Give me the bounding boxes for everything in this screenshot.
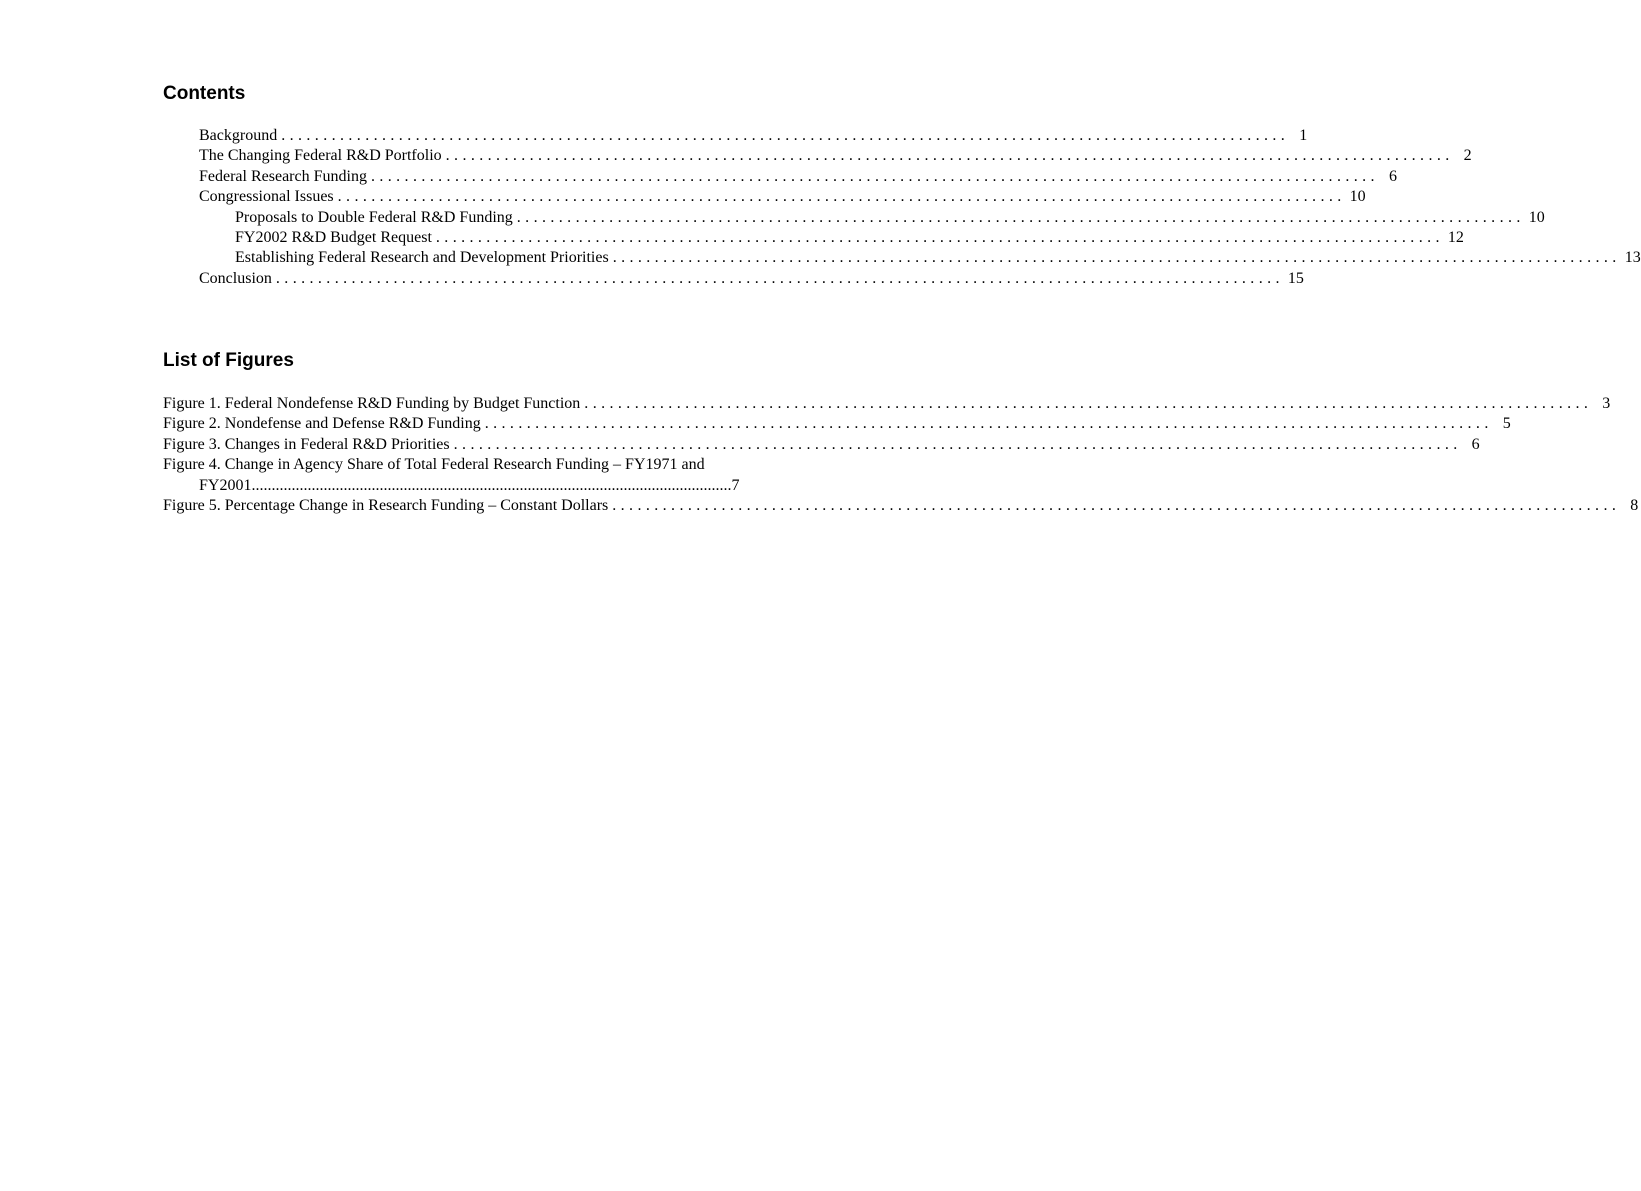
figure-entry-page: 6 [1471,435,1480,453]
dot-leader: ........................................................................................................................ [584,395,1593,412]
toc-subentry[interactable] [163,208,1545,228]
toc-entry[interactable] [163,126,1308,146]
toc-entry[interactable] [163,187,1366,207]
toc-entry-page: 10 [1528,208,1545,226]
toc-entry-title: Proposals to Double Federal R&D Funding [235,208,513,226]
toc-subentry[interactable] [163,248,1641,268]
toc-entry-title: FY2002 R&D Budget Request [235,228,432,246]
figure-entry-title: Figure 5. Percentage Change in Research Funding – Constant Dollars [163,496,609,514]
toc-entry-page: 2 [1463,147,1472,165]
dot-leader: ........................................................................................................................ [612,249,1621,267]
figure-entry-title: Figure 4. Change in Agency Share of Total Federal Research Funding – FY1971 and [163,456,705,474]
dot-leader: ........................................................................................................................ [516,208,1525,226]
toc-subentry[interactable] [163,228,1464,248]
toc-entry[interactable] [163,167,1397,187]
dot-leader: ........................................................................................................................ [453,435,1462,453]
dot-leader: ........................................................................................................................ [370,167,1379,185]
figure-entry-page: 3 [1602,395,1611,412]
dot-leader: ........................................................................................................................ [484,415,1493,433]
toc-entry-page: 10 [1349,188,1366,206]
figure-entry-page: 7 [731,476,740,494]
figure-entry[interactable] [163,435,1480,455]
toc-entry-title: Conclusion [199,269,272,287]
figure-entry[interactable] [163,455,759,496]
figure-entry-title: Figure 1. Federal Nondefense R&D Funding by Budget Function [163,395,581,412]
figure-entry-title: Figure 2. Nondefense and Defense R&D Funding [163,415,481,433]
toc-entry-title: Background [199,127,278,144]
toc-entry[interactable] [163,269,1304,289]
figure-entry-page: 8 [1630,496,1639,514]
dot-leader: ........................................................................................................................ [445,147,1454,165]
list-of-figures [163,394,1639,516]
figure-entry[interactable] [163,394,1611,414]
dot-leader: ........................................................................................................................ [612,496,1621,514]
figure-entry-page: 5 [1502,415,1511,433]
toc-entry-title: Congressional Issues [199,188,334,206]
dot-leader: ........................................................................................................................ [281,127,1290,144]
toc-entry-title: Establishing Federal Research and Development Priorities [235,249,609,267]
toc-entry-title: The Changing Federal R&D Portfolio [199,147,442,165]
toc-entry-page: 12 [1447,228,1464,246]
dot-leader: ........................................................................................................................ [435,228,1444,246]
toc-entry-page: 6 [1388,167,1397,185]
dot-leader: ........................................................................................................................ [251,476,732,494]
toc-entry-page: 15 [1287,269,1304,287]
figure-entry[interactable] [163,496,1639,516]
list-of-figures-heading: List of Figures [163,350,294,371]
contents-heading: Contents [163,83,246,104]
toc-entry-page: 13 [1624,249,1641,267]
dot-leader: ........................................................................................................................ [337,188,1346,206]
toc-entry[interactable] [163,146,1472,166]
toc-entry-title: Federal Research Funding [199,167,367,185]
figure-entry[interactable] [163,414,1511,434]
dot-leader: ........................................................................................................................ [275,269,1284,287]
figure-entry-title: Figure 3. Changes in Federal R&D Priorities [163,435,450,453]
toc-entry-page: 1 [1299,127,1308,144]
figure-entry-title-continuation: FY2001 [199,476,252,494]
contents-list [163,126,1641,289]
